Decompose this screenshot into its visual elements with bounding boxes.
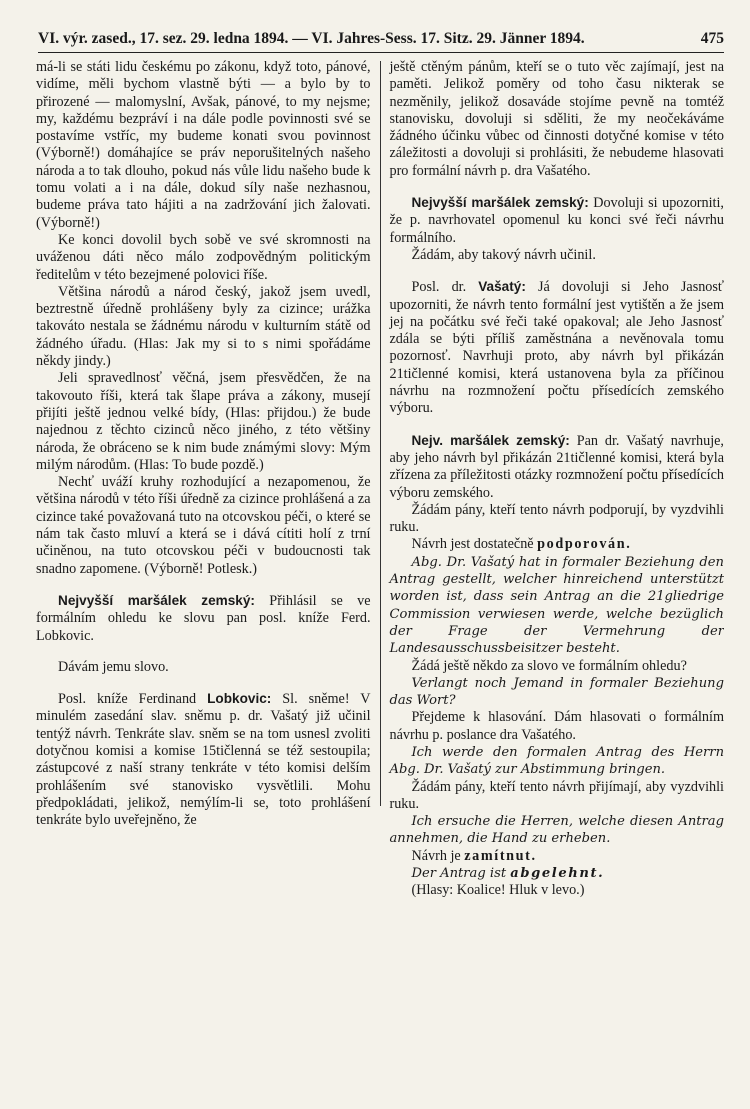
paragraph-text: Pan dr. Vašatý navrhuje, aby jeho návrh byl přikázán 21tičlenné komisi, která byla zřízena za příležitosti otázky rozmnožení počtu přísedících výboru zemského. — [389, 432, 724, 501]
two-column-body — [36, 59, 724, 1099]
left-column — [36, 59, 380, 1099]
emphasized-result: abgelehnt. — [510, 866, 605, 882]
right-column-paragraph — [389, 59, 724, 180]
right-column-paragraph — [389, 744, 724, 779]
paragraph-text: má-li se státi lidu českému po zákonu, když toto, pánové, vidíme, měli bychom vlastně býti — a bylo by to přirozené — malomyslní, Avšak, pánové, to my nejsme; my, každému bezpráví i na dále podle povinnosti své se postavíme vstříc, my budeme konati svou povinnost (Výborně!) domáhajíce se práv neporušitelných našeho národa a to tak dlouho, pokud nás vůle lidu našeho bude k tomu volati a i na dále, dokud síly naše nezhasnou, budeme práva tato hájiti a na zadržování jich žalovati. (Výborně!) — [36, 59, 371, 231]
paragraph-text: Dovoluji si upozorniti, že p. navrhovatel opomenul ku konci své řeči návrhu formálního. — [389, 195, 724, 246]
right-column-paragraph — [389, 882, 724, 899]
paragraph-text: ještě ctěným pánům, kteří se o tuto věc zajímají, jest na paměti. Jelikož poměry od toho času nikterak se nezměnily, jelikož dosaváde stojíme pevně na tomtéž stanovisku, dovoluji si sděliti, že my neočekáváme žádného účinku vůbec od činnosti dotyčné komise v této záležitosti a dovoluji si prohlásiti, že nebudeme hlasovati pro formální návrh p. dra Vašatého. — [389, 59, 724, 179]
emphasized-result: zamítnut. — [464, 847, 537, 864]
paragraph-text: (Hlasy: Koalice! Hluk v levo.) — [411, 882, 585, 899]
speaker-prefix: Posl. dr. — [411, 279, 479, 296]
right-column-paragraph — [389, 658, 724, 675]
paragraph-text: Sl. sněme! V minulém zasedání slav. sněmu p. dr. Vašatý již učinil tentýž návrh. Tenkráte slav. sněm se na tom usnesl zvoliti dotyčnou komisi a komise 15tičlenná se též sestoupila; zástupcové z naší strany tenkráte v této komisi delším prohlášením své stanovisko vysvětlili. Mohu předpokládati, jelikož, nemýlím-li se, toto prohlášení tenkráte bylo uveřejněno, že — [36, 691, 371, 829]
right-column-paragraph — [389, 194, 724, 247]
paragraph-text: Der Antrag ist — [411, 866, 511, 882]
paragraph-text: Návrh jest dostatečně — [411, 536, 538, 553]
paragraph-text: Přihlásil se ve formálním ohledu ke slovu pan posl. kníže Ferd. Lobkovic. — [36, 592, 371, 644]
left-column-paragraph — [36, 690, 371, 829]
left-column-paragraph — [36, 284, 371, 370]
speaker-name: Vašatý: — [478, 279, 526, 295]
paragraph-text: Žádám pány, kteří tento návrh podporují, by vyzdvihli ruku. — [389, 501, 724, 536]
speaker-prefix: Posl. kníže Ferdinand — [58, 691, 208, 708]
paragraph-text: Žádám pány, kteří tento návrh přijímají, aby vyzdvihli ruku. — [389, 778, 724, 812]
right-column-paragraph — [389, 709, 724, 744]
right-column-paragraph — [389, 554, 724, 658]
right-column-paragraph — [389, 278, 724, 417]
paragraph-text: Já dovoluji si Jeho Jasnosť upozorniti, že návrh tento formální jest vytištěn a že jsem jej na počátku své řeči také opakoval; ale Jeho Jasnosť zdála se býti příliš zaměstnána a nevěnovala tomu pozornosť. Navrhuji proto, aby návrh byl přikázán 21tičlenné komisi, která ustanovena byla za příčinou návrhu na rozmnožení počtu přísedících zemského výboru. — [389, 279, 724, 417]
paragraph-text: Dávám jemu slovo. — [58, 658, 169, 675]
right-column-paragraph — [389, 865, 724, 882]
right-column-paragraph — [389, 247, 724, 264]
paragraph-text: Žádá ještě někdo za slovo ve formálním ohledu? — [411, 657, 687, 674]
right-column-paragraph — [389, 779, 724, 814]
speaker-name: Nejv. maršálek zemský: — [411, 432, 570, 448]
paragraph-text: Přejdeme k hlasování. Dám hlasovati o formálním návrhu p. poslance dra Vašatého. — [389, 709, 724, 743]
right-column-paragraph — [389, 675, 724, 710]
paragraph-text: Většina národů a národ český, jakož jsem uvedl, beztrestně úředně prohlášeny byly za cizince; urážka takováto nestala se žádnému národu v kulturním státě od žádného úřadu. (Hlas: Jak my si to s nimi spořádáme někdy jindy.) — [36, 283, 371, 370]
right-column-paragraph — [389, 432, 724, 502]
speaker-name: Lobkovic: — [207, 691, 272, 707]
right-column-paragraph — [389, 536, 724, 553]
left-column-paragraph — [36, 659, 371, 676]
left-column-paragraph — [36, 370, 371, 474]
emphasized-result: podporován. — [537, 536, 632, 553]
paragraph-text: Ich werde den formalen Antrag des Herrn Abg. Dr. Vašatý zur Abstimmung bringen. — [389, 744, 724, 778]
left-column-paragraph — [36, 232, 371, 284]
speaker-name: Nejvyšší maršálek zemský: — [411, 195, 589, 211]
left-column-paragraph — [36, 474, 371, 578]
paragraph-text: Abg. Dr. Vašatý hat in formaler Beziehung den Antrag gestellt, welcher hinreichend unterstützt worden ist, dass sein Antrag an die 21gliedrige Commission verwiesen werde, welche bezüglich der Frage der Vermehrung der Landesausschussbeisitzer besteht. — [389, 554, 724, 657]
paragraph-text: Ich ersuche die Herren, welche diesen Antrag annehmen, die Hand zu erheben. — [389, 814, 724, 847]
right-column-paragraph — [389, 502, 724, 537]
left-column-paragraph — [36, 59, 371, 232]
paragraph-text: Návrh je — [411, 847, 465, 864]
header-title: VI. výr. zased., 17. sez. 29. ledna 1894. — VI. Jahres-Sess. 17. Sitz. 29. Jänner 1894. — [38, 30, 585, 47]
paragraph-text: Nechť uváží kruhy rozhodující a nezapomenou, že většina národů v této říši úředně za cizince prohlášená a za cizince také považovaná tuto na otcovskou péči, o které se nám tak často mluví a která se i dává cítiti holí z trní učiněnou, na tuto otcovskou péči v budoucnosti tak snadno zapomene. (Výborně! Potlesk.) — [36, 474, 371, 577]
right-column-paragraph — [389, 813, 724, 848]
page-number: 475 — [700, 30, 724, 47]
right-column-paragraph — [389, 848, 724, 865]
running-header — [38, 30, 724, 53]
paragraph-text: Ke konci dovolil bych sobě ve své skromnosti na uváženou dáti něco málo zodpovědným politickým ředitelům v této bezejmené polovici říše. — [36, 231, 371, 283]
paragraph-text: Verlangt noch Jemand in formaler Beziehung das Wort? — [389, 675, 724, 709]
right-column — [380, 59, 724, 1099]
paragraph-text: Žádám, aby takový návrh učinil. — [411, 246, 596, 263]
left-column-paragraph — [36, 592, 371, 645]
paragraph-text: Jeli spravedlnosť věčná, jsem přesvědčen, že na takovouto říši, která tak šlape práva a zákony, musejí přijíti ještě jednou velké bídy, (Hlas: přijdou.) že bude najednou z těchto cizinců něco jiného, z této většiny národa, že obráceno se k nim bude známými slovy: Mým milým národům. (Hlas: To bude pozdě.) — [36, 370, 371, 473]
speaker-name: Nejvyšší maršálek zemský: — [58, 592, 255, 608]
